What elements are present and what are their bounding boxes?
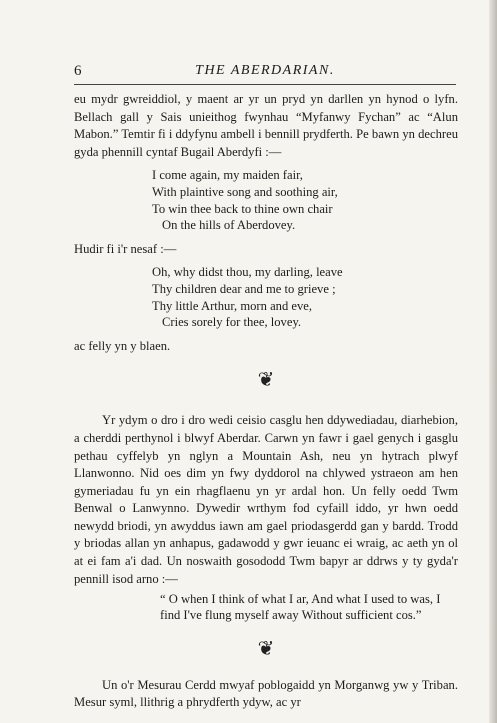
paragraph-intro: eu mydr gwreiddiol, y maent ar yr un pryd yn darllen yn hynod o lyfn. Bellach gall y Sais unieithog fwynhau “Myfanwy Fychan” ac “Alun Mabon.” Temtir fi i ddyfynu ambell i bennill prydferth. Pe bawn yn dechreu gyda phennill cyntaf Bugail Aberdyfi :—: [74, 92, 458, 159]
verse-line: Cries sorely for thee, lovey.: [162, 315, 302, 330]
verse-line: To win thee back to thine own chair: [152, 201, 333, 216]
verse-aberdovey: [152, 167, 458, 233]
paragraph-triban: Un o'r Mesurau Cerdd mwyaf poblogaidd yn Morganwg yw y Triban. Mesur syml, llithrig a phrydferth ydyw, ac yr: [74, 677, 458, 710]
paragraph-and-so-on: ac felly yn y blaen.: [74, 338, 171, 353]
page-number: 6: [74, 63, 82, 79]
paragraph-twm-benwal: Yr ydym o dro i dro wedi ceisio casglu hen ddywediadau, diarhebion, a cherddi perthynol i blwyf Aberdar. Carwn yn fawr i gael genych i gasglu pethau cyffelyb yn nglyn a Mountain Ash, neu yn hytrach plwyf Llanwonno. Nid oes dim yn fwy dyddorol na chlywed ystraeon am hen gymeriadau fu yn ein rhagflaenu yn yr ardal hon. Un felly oedd Twm Benwal o Lanwynno. Dywedir wrthym fod cyfaill iddo, yr hwn oedd newydd briodi, yn awyddus iawn am gael priodasgerdd gan y bardd. Trodd y briodas allan yn anhapus, gadawodd y gwr ieuanc ei wraig, ac aeth yn ol at ei fam a'i dad. Un noswaith gosododd Twm bapyr ar ddrws y ty gyda'r pennill isod arno :—: [74, 413, 458, 586]
verse-line: And what I used to was,: [311, 592, 434, 607]
page-body: [74, 91, 458, 712]
fleuron-ornament-icon: ❦: [257, 637, 275, 660]
verse-line: I come again, my maiden fair,: [152, 168, 303, 183]
running-title: THE ABERDARIAN.: [195, 63, 335, 78]
verse-darling: [152, 264, 458, 330]
page-edge-shadow: [489, 0, 497, 723]
fleuron-ornament-icon: ❦: [257, 369, 275, 392]
page-header: [74, 63, 456, 83]
verse-line: “ O when I think of what I ar,: [160, 592, 309, 607]
verse-line: On the hills of Aberdovey.: [162, 218, 296, 233]
paragraph-next: Hudir fi i'r nesaf :—: [74, 241, 177, 256]
verse-what-i-ar: [160, 591, 458, 623]
header-rule: [74, 84, 456, 85]
verse-line: I find I've flung myself away: [160, 592, 441, 623]
verse-line: Without sufficient cos.”: [301, 608, 422, 623]
verse-line: With plaintive song and soothing air,: [152, 184, 338, 199]
verse-line: Thy little Arthur, morn and eve,: [152, 298, 313, 313]
verse-line: Oh, why didst thou, my darling, leave: [152, 265, 343, 280]
verse-line: Thy children dear and me to grieve ;: [152, 281, 336, 296]
